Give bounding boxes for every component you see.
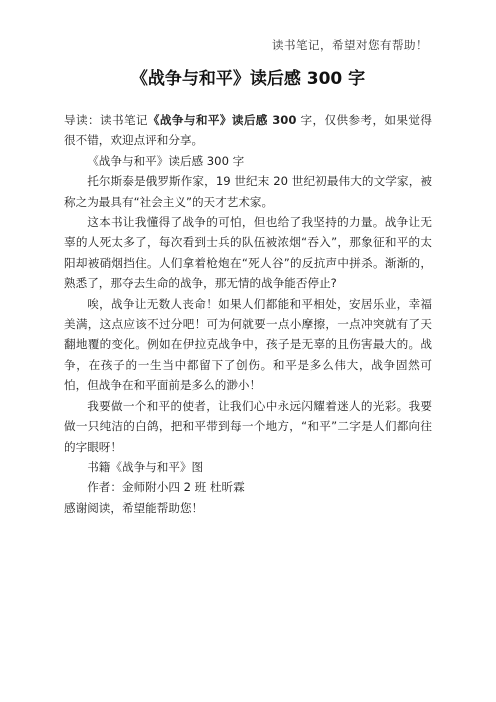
- body-paragraph-2: 这本书让我懂得了战争的可怕，但也给了我坚持的力量。战争让无辜的人死太多了，每次看到士兵的队伍被浓烟“吞入”，那象征和平的太阳却被硝烟挡住。人们拿着枪炮在“死人谷”的反抗声中拼杀。渐渐的，熟悉了，那夺去生命的战争，那无情的战争能否停止?: [64, 215, 432, 291]
- author-line: 作者：金师附小四 2 班 杜昕霖: [87, 480, 245, 495]
- intro-bold-title: 《战争与和平》读后感 300: [147, 113, 297, 127]
- body-paragraph-3: 唉，战争让无数人丧命！如果人们都能和平相处，安居乐业，幸福美满，这点应该不过分吧！可为何就要一点小摩擦，一点冲突就有了天翻地覆的变化。例如在伊拉克战争中，孩子是无辜的且伤害最大的。战争，在孩子的一生当中都留下了创伤。和平是多么伟大，战争固然可怕，但战争在和平面前是多么的渺小！: [64, 296, 432, 393]
- document-body: [64, 110, 432, 518]
- header-note: 读书笔记，希望对您有帮助！: [272, 38, 428, 52]
- intro-paragraph: [64, 110, 432, 151]
- book-image-caption: 书籍《战争与和平》图: [87, 459, 204, 474]
- body-paragraph-4: 我要做一个和平的使者，让我们心中永远闪耀着迷人的光彩。我要做一只纯洁的白鸽，把和平带到每一个地方，“和平”二字是人们都向往的字眼呀！: [64, 398, 432, 454]
- intro-text-b: 字，仅供参考，如果觉得很不错，欢迎点评和分享。: [64, 113, 432, 148]
- intro-text-a: 读书笔记: [99, 113, 148, 127]
- intro-label: 导读：: [64, 113, 100, 127]
- page-title: 《战争与和平》读后感 300 字: [130, 69, 366, 89]
- closing-line: 感谢阅读，希望能帮助您！: [64, 500, 204, 515]
- subtitle-paragraph: 《战争与和平》读后感 300 字: [87, 153, 245, 168]
- body-paragraph-1: 托尔斯泰是俄罗斯作家，19 世纪末 20 世纪初最伟大的文学家，被称之为最具有“社会主义”的天才艺术家。: [64, 174, 432, 209]
